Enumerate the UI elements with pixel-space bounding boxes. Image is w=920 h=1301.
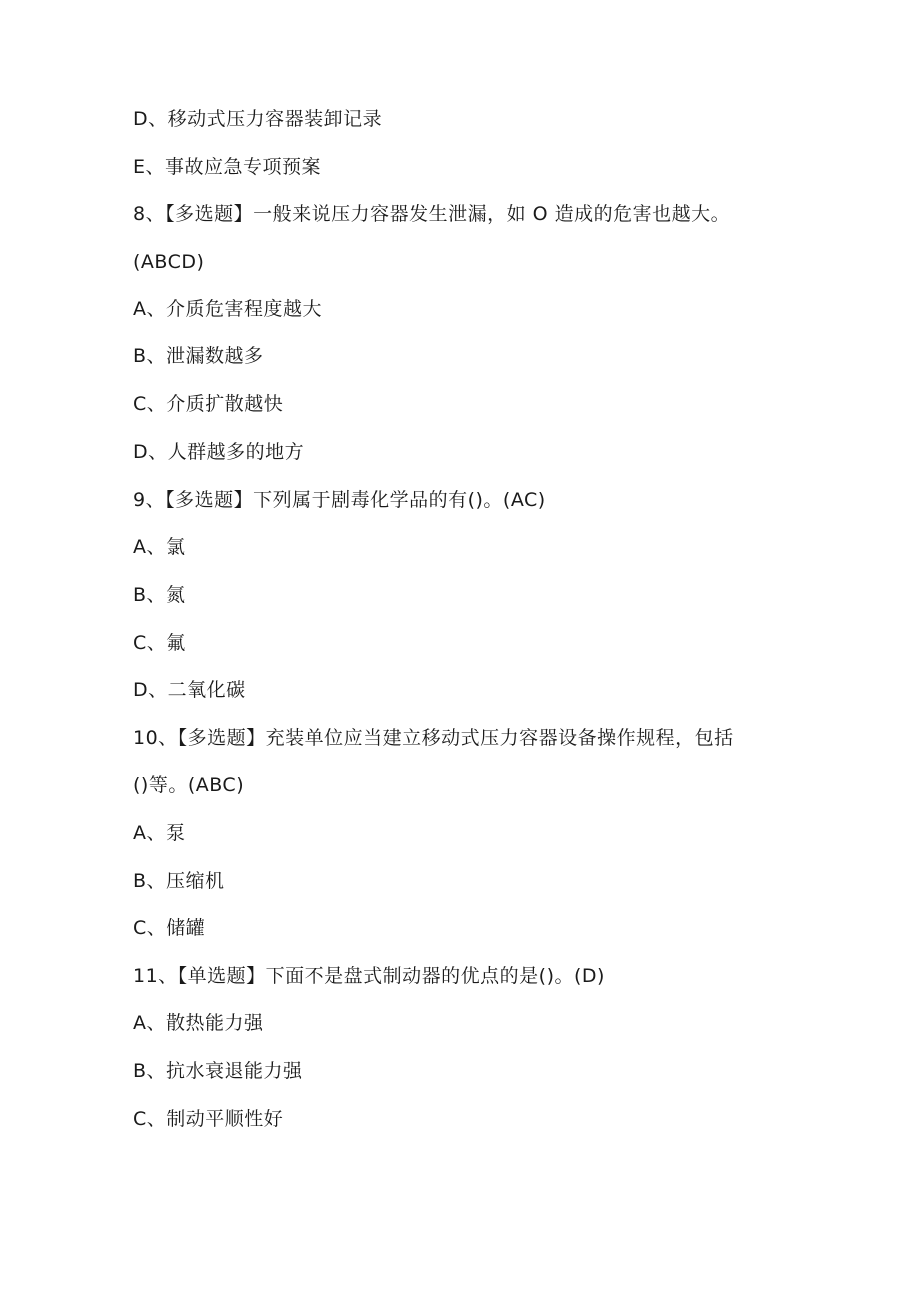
q9-option-d: D、二氧化碳 (133, 679, 246, 701)
q10-option-a: A、泵 (133, 822, 186, 844)
q11-option-a: A、散热能力强 (133, 1012, 264, 1034)
q11-option-b: B、抗水衰退能力强 (133, 1060, 303, 1082)
q8-answer: (ABCD) (133, 251, 205, 273)
q7-option-e: E、事故应急专项预案 (133, 156, 322, 178)
q11-option-c: C、制动平顺性好 (133, 1108, 284, 1130)
q10-question-cont: ()等。(ABC) (133, 774, 245, 796)
q9-option-b: B、氮 (133, 584, 186, 606)
q8-option-c: C、介质扩散越快 (133, 393, 284, 415)
q10-option-c: C、储罐 (133, 917, 206, 939)
q8-option-d: D、人群越多的地方 (133, 441, 305, 463)
q10-option-b: B、压缩机 (133, 870, 225, 892)
q8-option-b: B、泄漏数越多 (133, 345, 264, 367)
q7-option-d: D、移动式压力容器装卸记录 (133, 108, 383, 130)
q9-option-c: C、氟 (133, 632, 186, 654)
q10-question: 10、【多选题】充装单位应当建立移动式压力容器设备操作规程，包括 (133, 727, 734, 749)
q11-question: 11、【单选题】下面不是盘式制动器的优点的是()。(D) (133, 965, 605, 987)
q9-option-a: A、氯 (133, 536, 186, 558)
q9-question: 9、【多选题】下列属于剧毒化学品的有()。(AC) (133, 489, 546, 511)
q8-question: 8、【多选题】一般来说压力容器发生泄漏，如 O 造成的危害也越大。 (133, 203, 731, 225)
q8-option-a: A、介质危害程度越大 (133, 298, 322, 320)
